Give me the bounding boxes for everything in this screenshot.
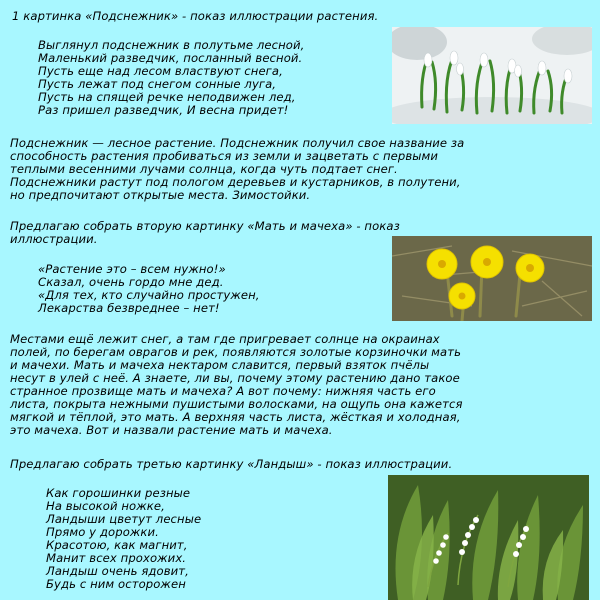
poem-line: Будь с ним осторожен — [46, 577, 186, 591]
prose-line: Местами ещё лежит снег, а там где пригревает солнце на окраинах — [10, 332, 440, 346]
poem-line: Выглянул подснежник в полутьме лесной, — [38, 38, 305, 52]
heading-coltsfoot-cont: иллюстрации. — [10, 232, 98, 246]
poem-line: Ландыш очень ядовит, — [46, 564, 189, 578]
poem-line: На высокой ножке, — [46, 499, 165, 513]
coltsfoot-image — [392, 236, 592, 321]
poem-line: Прямо у дорожки. — [46, 525, 159, 539]
heading-snowdrop: 1 картинка «Подснежник» - показ иллюстрации растения. — [12, 9, 379, 23]
prose-line: странное прозвище мать и мачеха? А вот почему: нижняя часть его — [10, 384, 436, 398]
poem-line: «Растение это – всем нужно!» — [38, 262, 226, 276]
prose-line: мягкой и тёплой, это мать. А верхняя часть листа, жёсткая и холодная, — [10, 410, 461, 424]
snowdrop-image — [392, 27, 592, 124]
poem-line: Красотою, как магнит, — [46, 538, 188, 552]
lily-of-the-valley-image — [388, 475, 589, 600]
snowdrop-illustration — [392, 27, 592, 124]
prose-line: несут в улей с неё. А знаете, ли вы, почему этому растению дано такое — [10, 371, 460, 385]
prose-line: Подснежник — лесное растение. Подснежник получил свое название за — [10, 136, 465, 150]
prose-line: это мачеха. Вот и назвали растение мать и мачеха. — [10, 423, 333, 437]
coltsfoot-illustration — [392, 236, 592, 321]
prose-line: теплыми весенними лучами солнца, когда чуть подтает снег. — [10, 162, 398, 176]
heading-lily-of-the-valley: Предлагаю собрать третью картинку «Ландыш» - показ иллюстрации. — [10, 457, 453, 471]
prose-line: полей, по берегам оврагов и рек, появляются золотые корзиночки мать — [10, 345, 461, 359]
poem-line: Пусть еще над лесом властвуют снега, — [38, 64, 283, 78]
poem-line: Ландыши цветут лесные — [46, 512, 202, 526]
prose-line: но предпочитают открытые места. Зимостойки. — [10, 188, 311, 202]
poem-line: Раз пришел разведчик, И весна придет! — [38, 103, 289, 117]
poem-line: Манит всех прохожих. — [46, 551, 187, 565]
poem-line: Пусть лежат под снегом сонные луга, — [38, 77, 277, 91]
poem-line: Как горошинки резные — [46, 486, 191, 500]
lily-of-the-valley-illustration — [388, 475, 589, 600]
prose-line: и мачехи. Мать и мачеха нектаром славится, первый взяток пчёлы — [10, 358, 430, 372]
poem-line: Маленький разведчик, посланный весной. — [38, 51, 303, 65]
heading-coltsfoot: Предлагаю собрать вторую картинку «Мать и мачеха» - показ — [10, 219, 400, 233]
prose-line: Подснежники растут под пологом деревьев и кустарников, в полутени, — [10, 175, 461, 189]
prose-line: листа, покрыта нежными пушистыми волосками, на ощупь она кажется — [10, 397, 463, 411]
poem-line: Пусть на спящей речке неподвижен лед, — [38, 90, 296, 104]
poem-line: Лекарства безвреднее – нет! — [38, 301, 220, 315]
poem-line: Сказал, очень гордо мне дед. — [38, 275, 224, 289]
prose-line: способность растения пробиваться из земли и зацветать с первыми — [10, 149, 438, 163]
poem-line: «Для тех, кто случайно простужен, — [38, 288, 260, 302]
